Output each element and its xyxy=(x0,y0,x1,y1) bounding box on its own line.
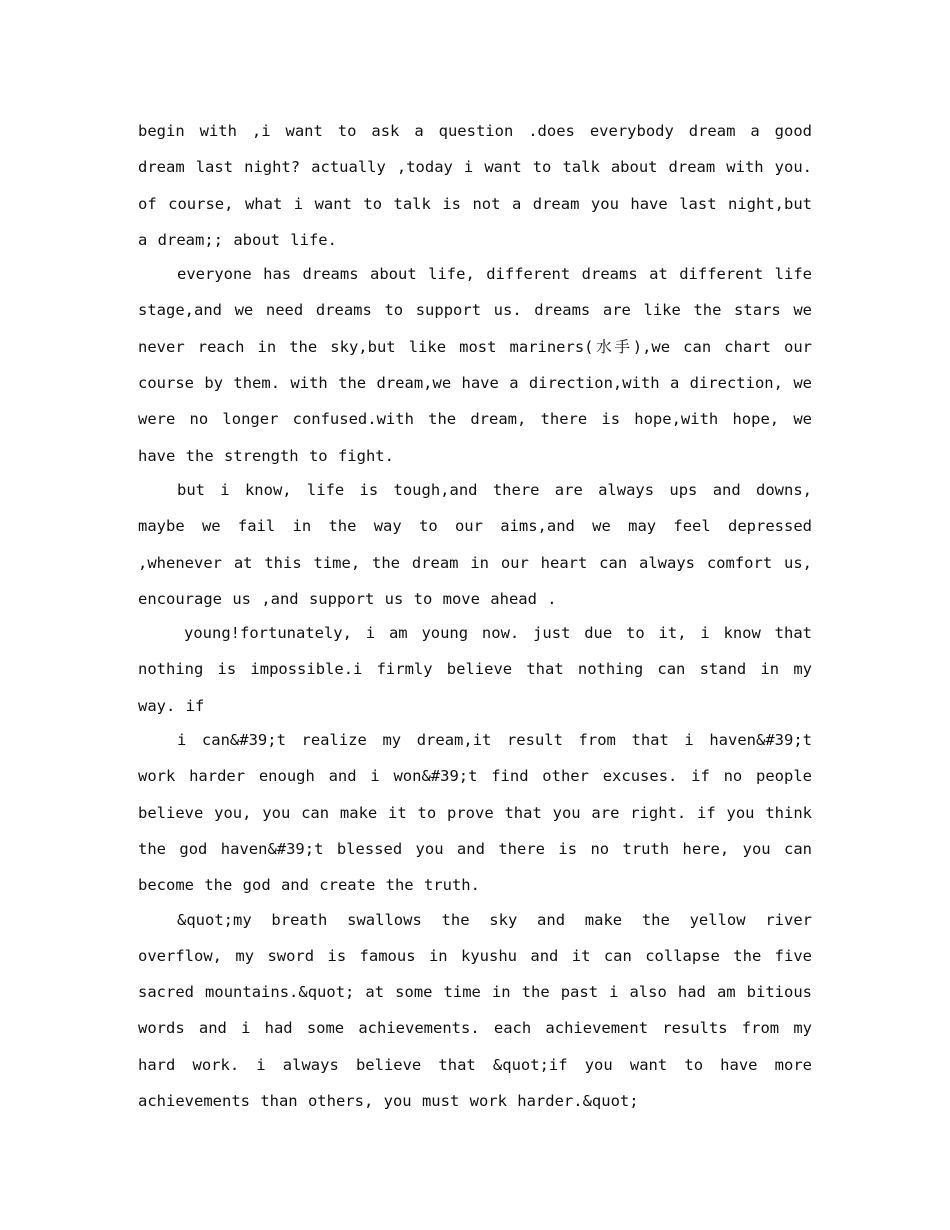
paragraph-young: young!fortunately, i am young now. just due to it, i know that nothing is impossible.i firmly believe that nothing can stand in my way. if xyxy=(138,624,812,715)
paragraph-life-is-tough: but i know, life is tough,and there are always ups and downs, maybe we fail in the way to our aims,and we may feel depressed ,whenever at this time, the dream in our heart can always comfort us, encourage us ,and support us to move ahead . xyxy=(138,480,812,608)
paragraph-intro: begin with ,i want to ask a question .does everybody dream a good dream last night? actually ,today i want to talk about dream with you. of course, what i want to talk is not a dream you have last night,but a dream;; about life. xyxy=(138,122,812,249)
document-body xyxy=(138,113,812,1119)
paragraph-ambitious-words: &quot;my breath swallows the sky and make the yellow river overflow, my sword is famous in kyushu and it can collapse the five sacred mountains.&quot; at some time in the past i also had am bitious words and i had some achievements. each achievement results from my hard work. i always believe that &quot;if you want to have more achievements than others, you must work harder.&quot; xyxy=(138,910,812,1111)
paragraph-dreams-about-life: everyone has dreams about life, different dreams at different life stage,and we need dreams to support us. dreams are like the stars we never reach in the sky,but like most mariners(水手),we can chart our course by them. with the dream,we have a direction,with a direction, we were no longer confused.with the dream, there is hope,with hope, we have the strength to fight. xyxy=(138,265,812,465)
paragraph-realize-dream: i can&#39;t realize my dream,it result from that i haven&#39;t work harder enough and i won&#39;t find other excuses. if no people believe you, you can make it to prove that you are right. if you think the god haven&#39;t blessed you and there is no truth here, you can become the god and create the truth. xyxy=(138,731,812,895)
